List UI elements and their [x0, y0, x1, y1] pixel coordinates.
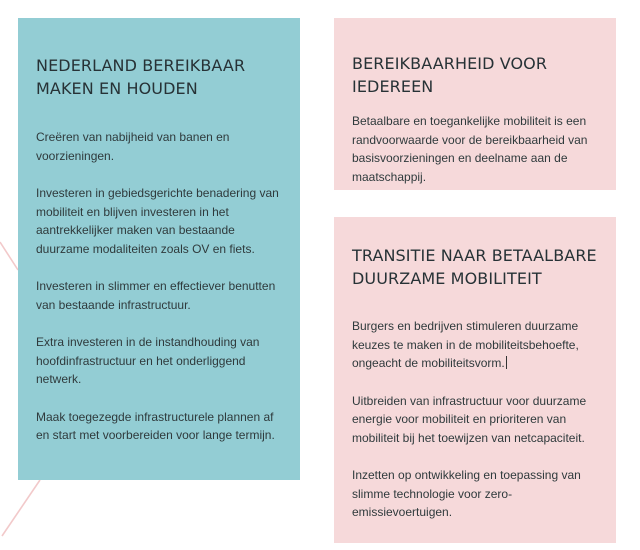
card-title: BEREIKBAARHEID VOOR IEDEREEN [352, 54, 548, 96]
card-paragraph: Betaalbare en toegankelijke mobiliteit is een randvoorwaarde voor de bereikbaarheid van basisvoorzieningen en deelname aan de maatschappij. [352, 114, 588, 184]
card-paragraph-text: Burgers en bedrijven stimuleren duurzame keuzes te maken in de mobiliteitsbehoefte, ongeacht de mobiliteitsvorm. [352, 319, 579, 370]
card-paragraph: Uitbreiden van infrastructuur voor duurzame energie voor mobiliteit en prioriteren van mobiliteit bij het toewijzen van netcapaciteit. [352, 393, 587, 445]
card-transitie-duurzame-mobiliteit [334, 217, 616, 543]
decor-line-lower [2, 480, 40, 536]
card-paragraph: Investeren in gebiedsgerichte benadering van mobiliteit en blijven investeren in het aantrekkelijker maken van bestaande duurzame modaliteiten zoals OV en fiets. [36, 186, 279, 256]
card-paragraph: Creëren van nabijheid van banen en voorzieningen. [36, 130, 230, 163]
card-bereikbaar-maken [18, 18, 300, 480]
text-cursor [506, 356, 507, 369]
card-bereikbaarheid-iedereen [334, 18, 616, 190]
card-title: NEDERLAND BEREIKBAAR MAKEN EN HOUDEN [36, 56, 246, 98]
decor-line-upper [0, 242, 18, 270]
card-paragraph: Extra investeren in de instandhouding van hoofdinfrastructuur en het onderliggend netwerk. [36, 335, 260, 386]
card-paragraph: Maak toegezegde infrastructurele plannen af en start met voorbereiden voor lange termijn. [36, 409, 275, 442]
card-paragraph: Investeren in slimmer en effectiever benutten van bestaande infrastructuur. [36, 279, 276, 312]
card-paragraph[interactable] [352, 317, 604, 373]
card-title: TRANSITIE NAAR BETAALBARE DUURZAME MOBILITEIT [352, 246, 597, 288]
card-paragraph: Inzetten op ontwikkeling en toepassing van slimme technologie voor zero-emissievoertuigen. [352, 468, 581, 519]
